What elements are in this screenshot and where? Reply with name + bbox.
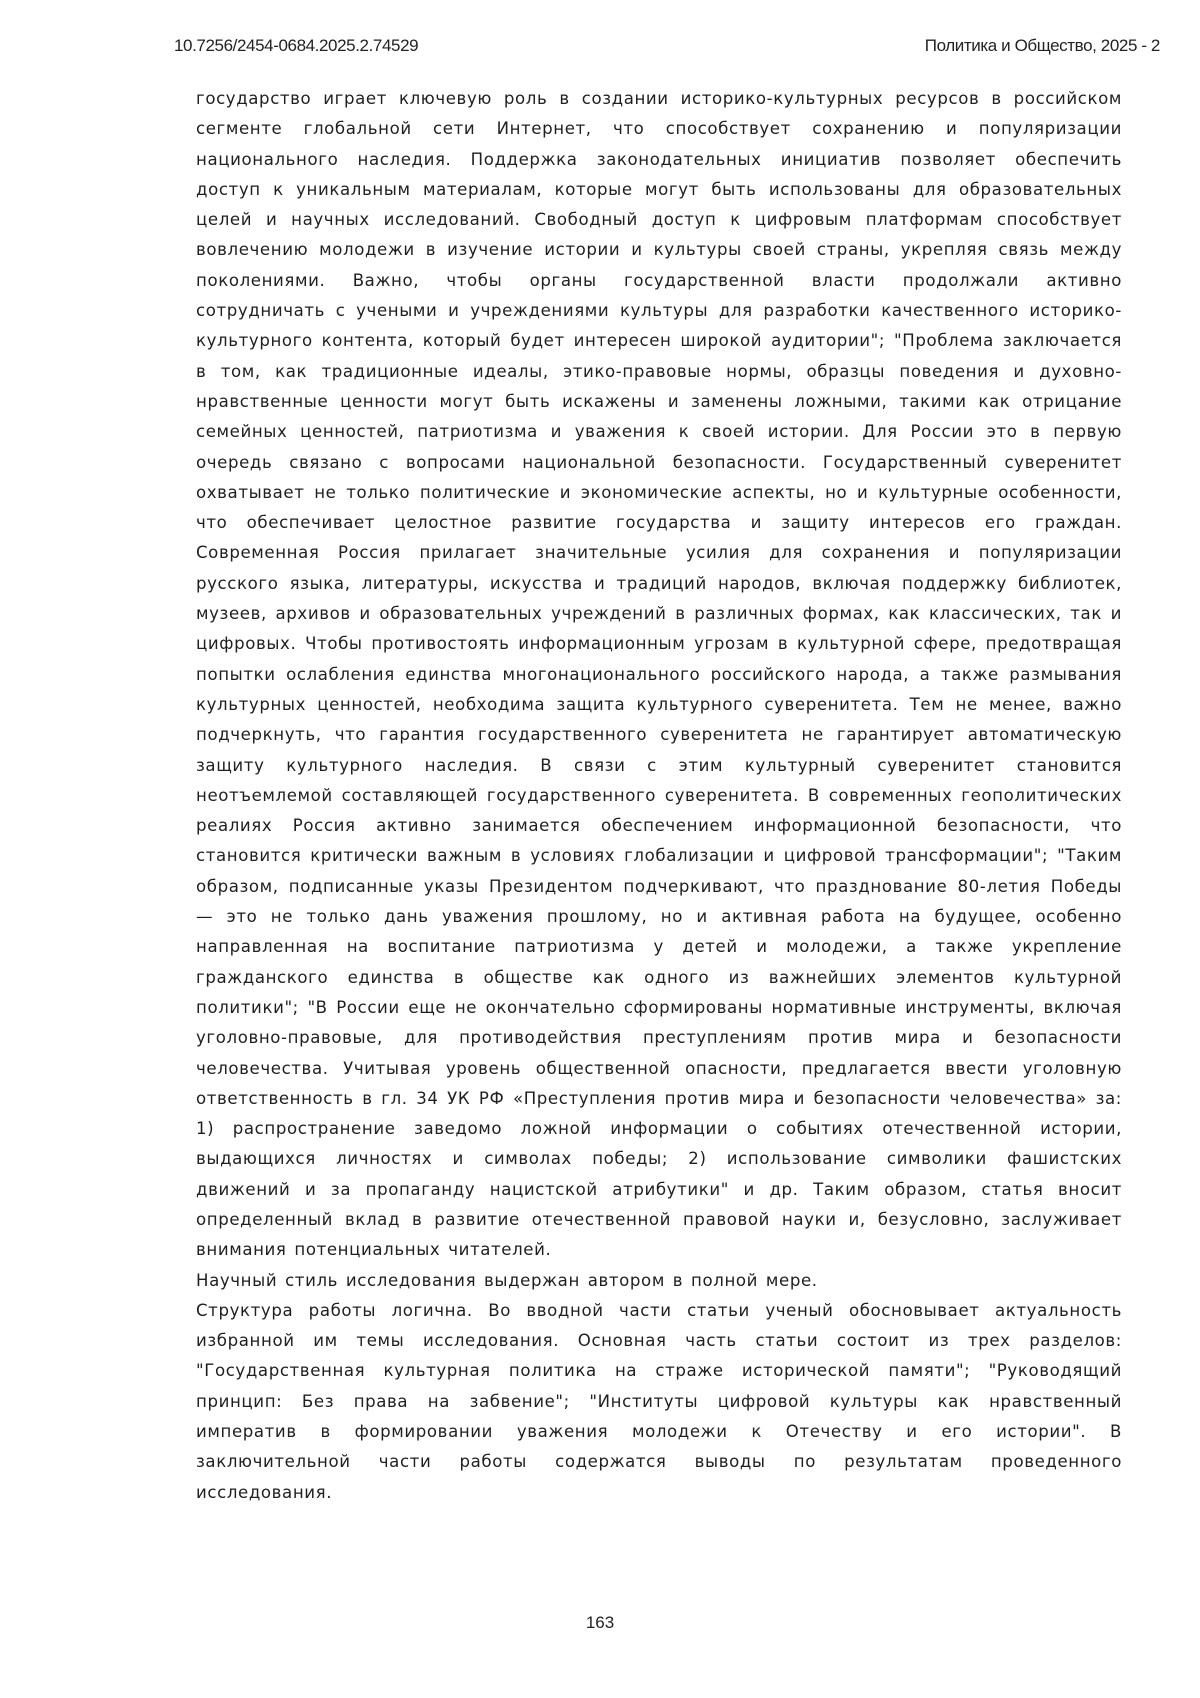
paragraph-main: государство играет ключевую роль в создании историко-культурных ресурсов в российском сегменте глобальной сети Интернет, что способствует сохранению и популяризации национального наследия. Поддержка законодательных инициатив позволяет обеспечить доступ к уникальным материалам, которые могут быть использованы для образовательных целей и научных исследований. Свободный доступ к цифровым платформам способствует вовлечению молодежи в изучение истории и культуры своей страны, укрепляя связь между поколениями. Важно, чтобы органы государственной власти продолжали активно сотрудничать с учеными и учреждениями культуры для разработки качественного историко-культурного контента, который будет интересен широкой аудитории"; "Проблема заключается в том, как традиционные идеалы, этико-правовые нормы, образцы поведения и духовно-нравственные ценности могут быть искажены и заменены ложными, такими как отрицание семейных ценностей, патриотизма и уважения к своей истории. Для России это в первую очередь связано с вопросами национальной безопасности. Государственный суверенитет охватывает не только политические и экономические аспекты, но и культурные особенности, что обеспечивает целостное развитие государства и защиту интересов его граждан. Современная Россия прилагает значительные усилия для сохранения и популяризации русского языка, литературы, искусства и традиций народов, включая поддержку библиотек, музеев, архивов и образовательных учреждений в различных формах, как классических, так и цифровых. Чтобы противостоять информационным угрозам в культурной сфере, предотвращая попытки ослабления единства многонационального российского народа, а также размывания культурных ценностей, необходима защита культурного суверенитета. Тем не менее, важно подчеркнуть, что гарантия государственного суверенитета не гарантирует автоматическую защиту культурного наследия. В связи с этим культурный суверенитет становится неотъемлемой составляющей государственного суверенитета. В современных геополитических реалиях Россия активно занимается обеспечением информационной безопасности, что становится критически важным в условиях глобализации и цифровой трансформации"; "Таким образом, подписанные указы Президентом подчеркивают, что празднование 80-летия Победы — это не только дань уважения прошлому, но и активная работа на будущее, особенно направленная на воспитание патриотизма у детей и молодежи, а также укрепление гражданского единства в обществе как одного из важнейших элементов культурной политики"; "В России еще не окончательно сформированы нормативные инструменты, включая уголовно-правовые, для противодействия преступлениям против мира и безопасности человечества. Учитывая уровень общественной опасности, предлагается ввести уголовную ответственность в гл. 34 УК РФ «Преступления против мира и безопасности человечества» за: 1) распространение заведомо ложной информации о событиях отечественной истории, выдающихся личностях и символах победы; 2) использование символики фашистских движений и за пропаганду нацистской атрибутики" и др. Таким образом, статья вносит определенный вклад в развитие отечественной правовой науки и, безусловно, заслуживает внимания потенциальных читателей. <box>196 89 1122 1260</box>
page-number: 163 <box>585 1613 615 1632</box>
paragraph-style: Научный стиль исследования выдержан автором в полной мере. <box>196 1270 818 1290</box>
doi-label: 10.7256/2454-0684.2025.2.74529 <box>174 36 419 55</box>
page-header <box>174 36 1160 62</box>
paragraph-structure: Структура работы логична. Во вводной части статьи ученый обосновывает актуальность избранной им темы исследования. Основная часть статьи состоит из трех разделов: "Государственная культурная политика на страже исторической памяти"; "Руководящий принцип: Без права на забвение"; "Институты цифровой культуры как нравственный императив в формировании уважения молодежи к Отечеству и его истории". В заключительной части работы содержатся выводы по результатам проведенного исследования. <box>196 1300 1122 1502</box>
journal-title: Политика и Общество, 2025 - 2 <box>924 36 1160 55</box>
article-body <box>196 84 1122 1508</box>
